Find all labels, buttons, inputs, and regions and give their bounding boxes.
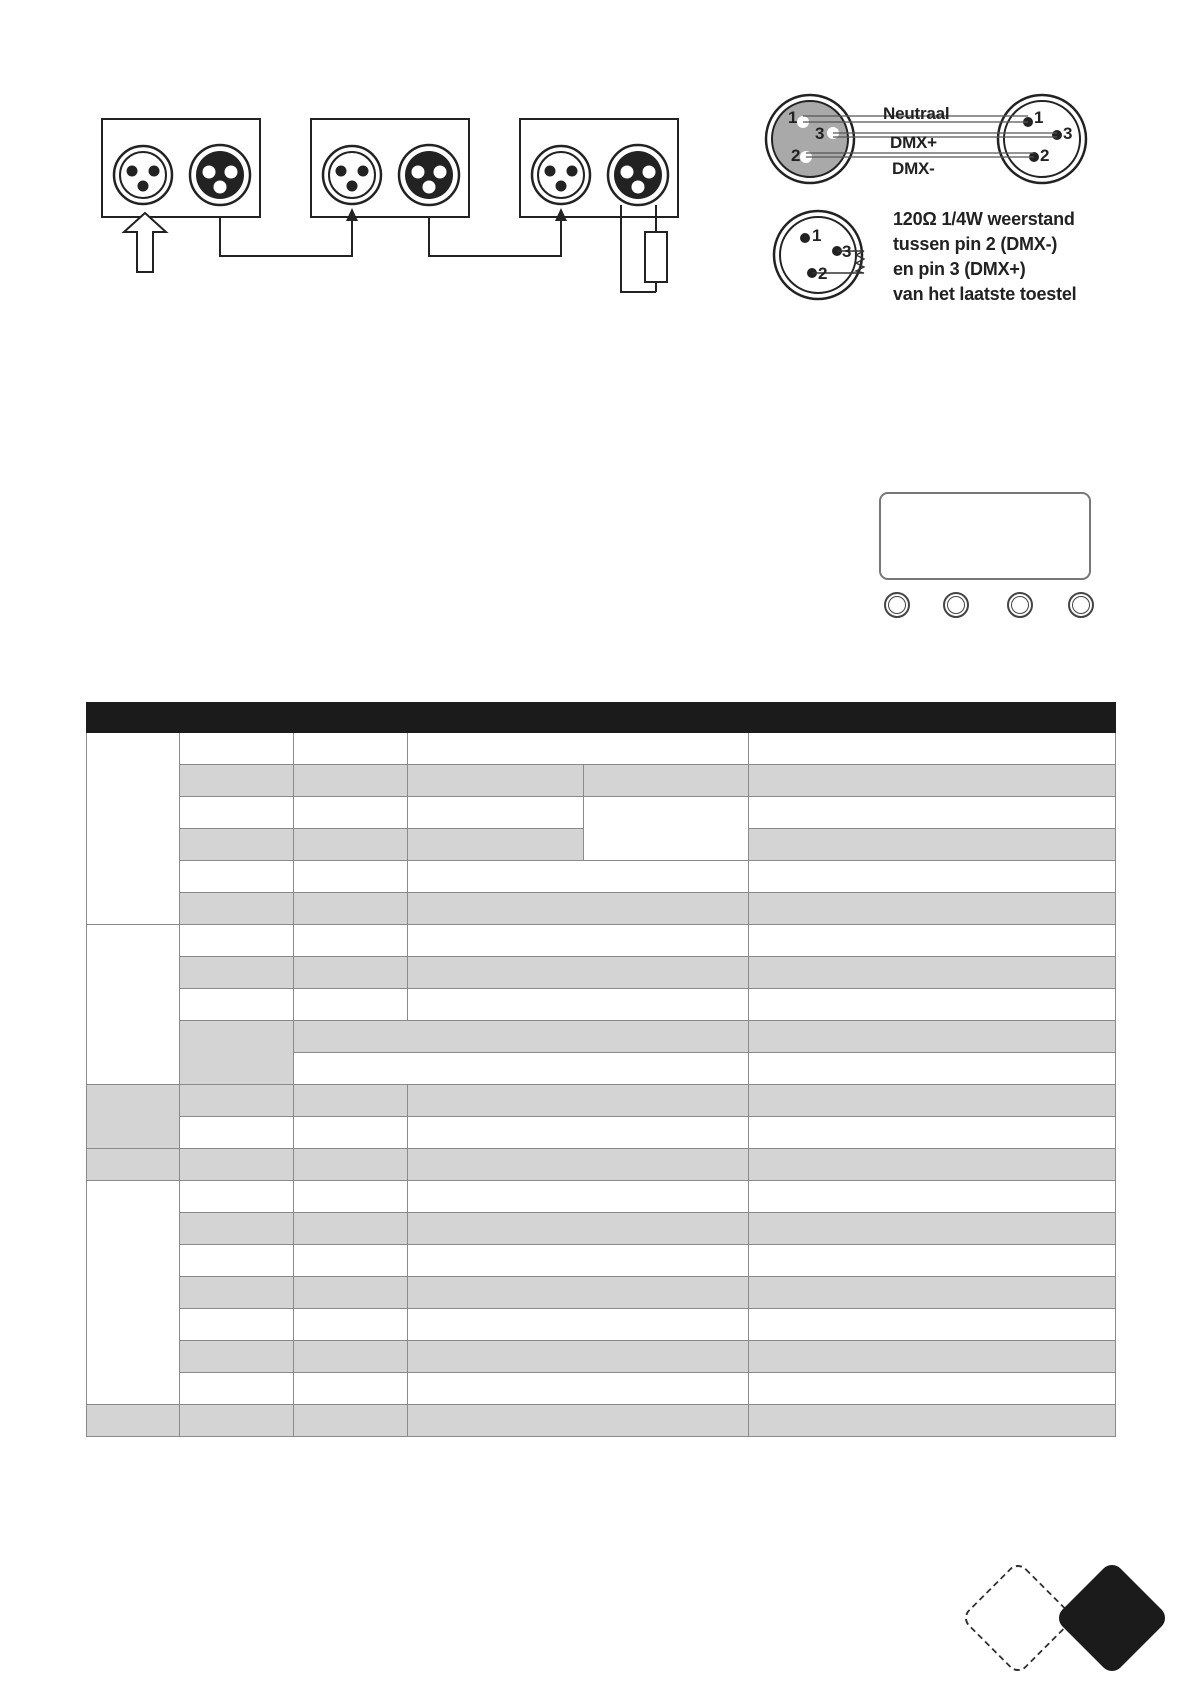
- pin-label: 3: [815, 124, 825, 143]
- table-cell: [749, 765, 1116, 797]
- pin-label: 3: [842, 242, 852, 261]
- table-cell: [294, 1053, 749, 1085]
- table-cell: [180, 957, 294, 989]
- control-button[interactable]: [1007, 592, 1033, 618]
- table-cell: [749, 989, 1116, 1021]
- pin-label: 2: [1040, 146, 1050, 165]
- table-cell: [749, 1053, 1116, 1085]
- terminator-line: 120Ω 1/4W weerstand: [893, 209, 1075, 229]
- control-button[interactable]: [1068, 592, 1094, 618]
- table-cell: [180, 925, 294, 957]
- table-cell: [294, 1149, 408, 1181]
- page-marker-solid-diamond: [1054, 1560, 1170, 1676]
- pin-label: 3: [1063, 124, 1073, 143]
- terminator-line: van het laatste toestel: [893, 284, 1077, 304]
- table-cell: [408, 1405, 749, 1437]
- table-row: [87, 925, 1116, 957]
- table-cell: [180, 1085, 294, 1117]
- table-cell: [408, 765, 584, 797]
- terminator-resistor-icon: [621, 205, 667, 292]
- wire-label-dmx-plus: DMX+: [890, 133, 937, 152]
- menu-structure-table: [86, 702, 1116, 1437]
- wire-label-dmx-minus: DMX-: [892, 159, 935, 178]
- terminator-description: [893, 207, 1153, 307]
- pin-label: 1: [788, 108, 798, 127]
- table-cell: [408, 1309, 749, 1341]
- table-cell: [294, 957, 408, 989]
- wire-label-neutral: Neutraal: [883, 104, 950, 123]
- table-cell: [180, 1021, 294, 1085]
- table-cell: [294, 1309, 408, 1341]
- table-cell: [87, 1405, 180, 1437]
- table-row: [87, 1021, 1116, 1053]
- table-cell: [294, 1213, 408, 1245]
- table-cell: [180, 765, 294, 797]
- table-cell: [294, 1405, 408, 1437]
- table-cell: [294, 1117, 408, 1149]
- table-cell: [749, 1277, 1116, 1309]
- table-row: [87, 797, 1116, 829]
- table-cell: [749, 957, 1116, 989]
- table-cell: [180, 1149, 294, 1181]
- table-cell: [180, 893, 294, 925]
- table-cell: [180, 797, 294, 829]
- table-cell: [749, 829, 1116, 861]
- table-cell: [408, 1085, 749, 1117]
- dmx-cable-2: [429, 217, 561, 256]
- table-cell: [294, 861, 408, 893]
- table-cell: [180, 1117, 294, 1149]
- table-header-cell: [87, 703, 749, 733]
- table-cell: [749, 797, 1116, 829]
- table-cell: [180, 1373, 294, 1405]
- table-row: [87, 1245, 1116, 1277]
- table-cell: [408, 1277, 749, 1309]
- table-cell: [408, 1213, 749, 1245]
- table-cell: [408, 1341, 749, 1373]
- table-row: [87, 1117, 1116, 1149]
- table-cell: [180, 1341, 294, 1373]
- table-cell: [749, 733, 1116, 765]
- table-cell: [408, 1373, 749, 1405]
- pin-label: 1: [1034, 108, 1044, 127]
- table-cell: [294, 1181, 408, 1213]
- table-cell: [87, 925, 180, 1085]
- table-header-cell: [749, 703, 1116, 733]
- xlr-connectors: [114, 145, 668, 205]
- table-cell: [408, 989, 749, 1021]
- table-cell: [87, 1085, 180, 1149]
- table-header-row: [87, 703, 1116, 733]
- control-button[interactable]: [943, 592, 969, 618]
- table-cell: [408, 925, 749, 957]
- table-cell: [294, 893, 408, 925]
- pin-label: 2: [818, 264, 828, 283]
- table-cell: [180, 733, 294, 765]
- control-button[interactable]: [884, 592, 910, 618]
- table-cell: [294, 829, 408, 861]
- table-cell: [294, 733, 408, 765]
- pin-label: 1: [812, 226, 822, 245]
- table-row: [87, 1085, 1116, 1117]
- table-cell: [749, 1341, 1116, 1373]
- table-row: [87, 1341, 1116, 1373]
- table-cell: [294, 1245, 408, 1277]
- table-cell: [294, 797, 408, 829]
- table-cell: [180, 1245, 294, 1277]
- table-cell: [749, 1245, 1116, 1277]
- table-cell: [87, 1181, 180, 1405]
- table-cell: [408, 1117, 749, 1149]
- table-cell: [294, 989, 408, 1021]
- lcd-display: [879, 492, 1091, 580]
- table-cell: [87, 733, 180, 925]
- table-cell: [180, 1213, 294, 1245]
- dmx-cable-1: [220, 217, 352, 256]
- table-cell: [749, 1373, 1116, 1405]
- table-cell: [584, 797, 749, 861]
- table-row: [87, 1277, 1116, 1309]
- table-cell: [294, 765, 408, 797]
- table-cell: [408, 957, 749, 989]
- terminator-line: tussen pin 2 (DMX-): [893, 234, 1058, 254]
- table-cell: [180, 1405, 294, 1437]
- table-cell: [294, 1021, 749, 1053]
- table-cell: [180, 989, 294, 1021]
- table-cell: [294, 1277, 408, 1309]
- table-cell: [749, 1405, 1116, 1437]
- table-cell: [749, 893, 1116, 925]
- table-row: [87, 733, 1116, 765]
- table-cell: [749, 1117, 1116, 1149]
- table-row: [87, 861, 1116, 893]
- table-cell: [180, 1309, 294, 1341]
- dmx-input-arrow: [124, 213, 166, 272]
- table-cell: [749, 1181, 1116, 1213]
- table-cell: [749, 1021, 1116, 1053]
- table-cell: [749, 925, 1116, 957]
- table-cell: [294, 1373, 408, 1405]
- table-row: [87, 1181, 1116, 1213]
- table-row: [87, 765, 1116, 797]
- table-cell: [87, 1149, 180, 1181]
- table-cell: [180, 829, 294, 861]
- table-row: [87, 989, 1116, 1021]
- table-cell: [294, 1341, 408, 1373]
- table-row: [87, 1213, 1116, 1245]
- table-cell: [749, 1149, 1116, 1181]
- pin-label: 2: [791, 146, 801, 165]
- table-cell: [408, 829, 584, 861]
- table-cell: [180, 1181, 294, 1213]
- terminator-line: en pin 3 (DMX+): [893, 259, 1026, 279]
- table-row: [87, 957, 1116, 989]
- table-cell: [749, 1085, 1116, 1117]
- table-cell: [408, 861, 749, 893]
- table-cell: [749, 861, 1116, 893]
- table-cell: [408, 797, 584, 829]
- table-row: [87, 1405, 1116, 1437]
- table-cell: [294, 925, 408, 957]
- table-cell: [408, 1149, 749, 1181]
- table-cell: [408, 1181, 749, 1213]
- table-cell: [180, 1277, 294, 1309]
- dmx-daisy-chain-diagram: [0, 0, 720, 310]
- table-row: [87, 893, 1116, 925]
- table-cell: [749, 1309, 1116, 1341]
- table-cell: [749, 1213, 1116, 1245]
- table-cell: [408, 893, 749, 925]
- table-cell: [584, 765, 749, 797]
- table-row: [87, 1309, 1116, 1341]
- table-cell: [294, 1085, 408, 1117]
- table-row: [87, 1149, 1116, 1181]
- table-cell: [180, 861, 294, 893]
- table-cell: [408, 733, 749, 765]
- table-row: [87, 1373, 1116, 1405]
- table-cell: [408, 1245, 749, 1277]
